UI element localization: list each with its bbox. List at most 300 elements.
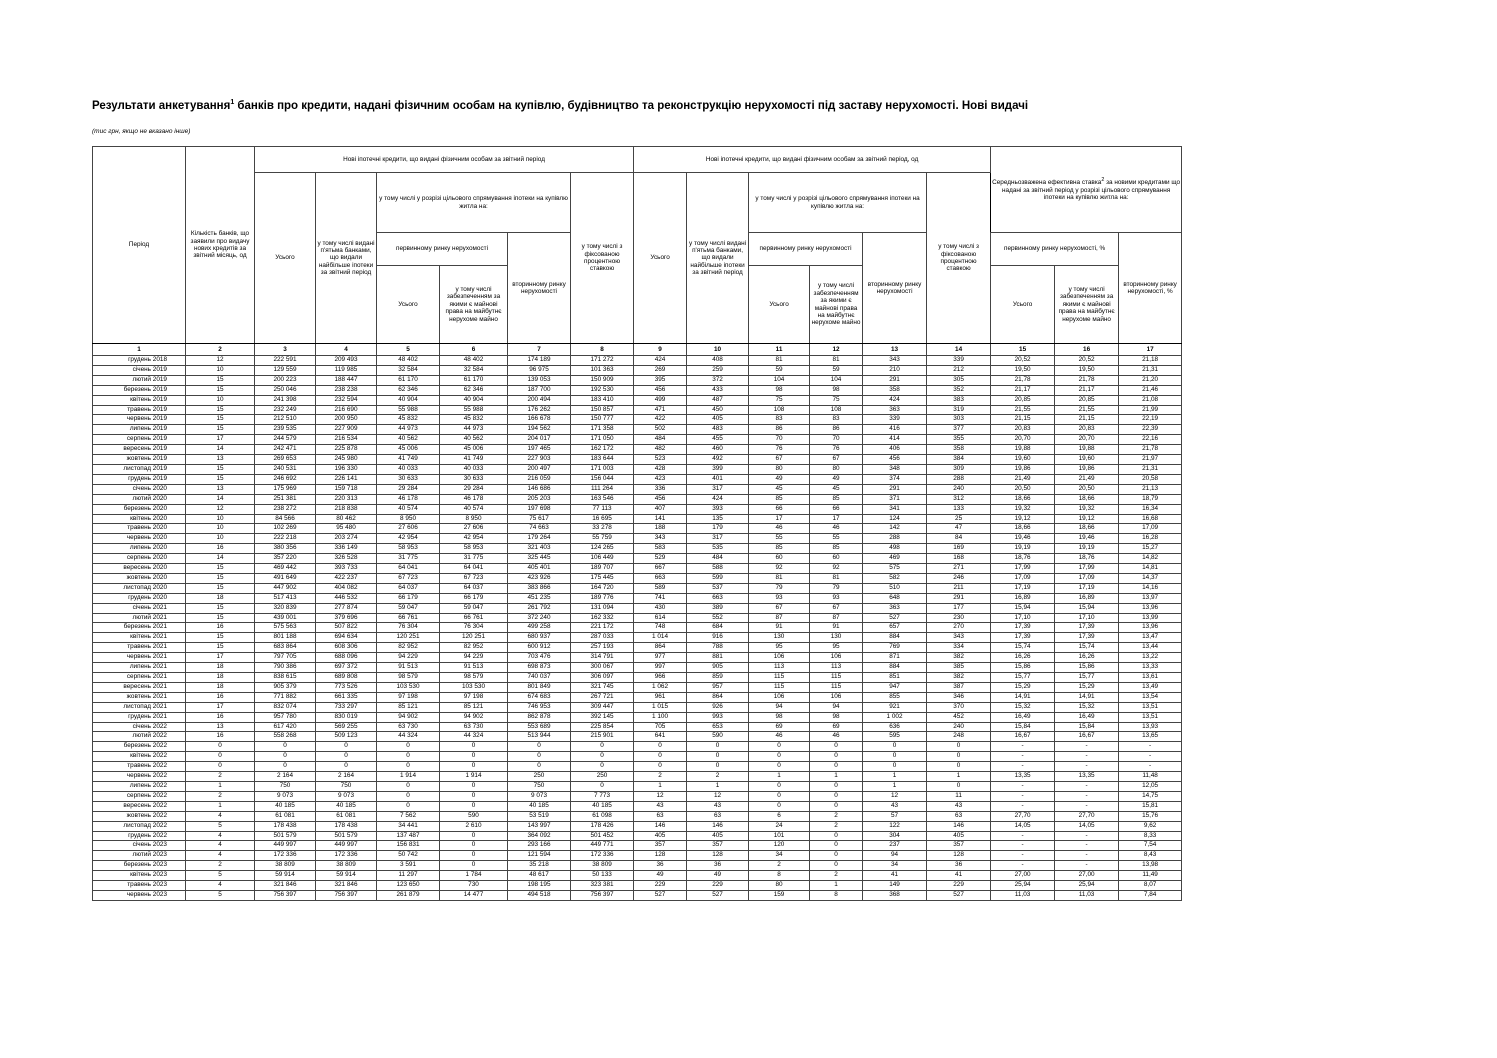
value-cell: 63	[687, 811, 749, 821]
table-row	[93, 425, 1182, 435]
column-number: 12	[810, 344, 863, 356]
period-cell: листопад 2020	[93, 583, 186, 593]
value-cell: 517 413	[255, 593, 316, 603]
value-cell: 405	[927, 831, 991, 841]
header-pledged-count: у тому числі забезпеченням за якими є майнові права на майбутнє нерухоме майно	[810, 266, 863, 344]
value-cell: 80	[749, 464, 810, 474]
period-cell: січень 2023	[93, 841, 186, 851]
table-row	[93, 613, 1182, 623]
value-cell: 22,16	[1119, 435, 1182, 445]
value-cell: 20,50	[1055, 484, 1119, 494]
value-cell: 0	[377, 752, 440, 762]
value-cell: 55 759	[571, 534, 634, 544]
value-cell: 0	[927, 742, 991, 752]
value-cell: 17,10	[1055, 613, 1119, 623]
value-cell: 64 037	[377, 583, 440, 593]
value-cell: 966	[634, 673, 687, 683]
table-row	[93, 375, 1182, 385]
value-cell: 21,20	[1119, 375, 1182, 385]
value-cell: 150 777	[571, 415, 634, 425]
value-cell: 94	[863, 851, 927, 861]
value-cell: 8,43	[1119, 851, 1182, 861]
value-cell: 0	[634, 752, 687, 762]
value-cell: 7 562	[377, 811, 440, 821]
value-cell: 49	[634, 871, 687, 881]
value-cell: 355	[927, 435, 991, 445]
value-cell: 128	[927, 851, 991, 861]
value-cell: 552	[687, 613, 749, 623]
value-cell: 0	[810, 851, 863, 861]
value-cell: 11,03	[1055, 890, 1119, 900]
value-cell: 0	[810, 831, 863, 841]
value-cell: 291	[863, 375, 927, 385]
value-cell: 66 761	[440, 613, 508, 623]
value-cell: 957	[687, 682, 749, 692]
value-cell: 14	[186, 554, 255, 564]
value-cell: 98	[749, 712, 810, 722]
value-cell: 501 452	[571, 831, 634, 841]
table-row	[93, 871, 1182, 881]
value-cell: 11,49	[1119, 871, 1182, 881]
value-cell: 106	[810, 653, 863, 663]
value-cell: 372	[687, 375, 749, 385]
period-cell: травень 2022	[93, 762, 186, 772]
value-cell: 95	[749, 643, 810, 653]
value-cell: 55 988	[377, 405, 440, 415]
value-cell: 321 846	[255, 881, 316, 891]
value-cell: 87	[749, 613, 810, 623]
table-row	[93, 405, 1182, 415]
value-cell: 1 784	[440, 871, 508, 881]
period-cell: березень 2019	[93, 385, 186, 395]
value-cell: 197 698	[508, 504, 571, 514]
value-cell: 0	[749, 781, 810, 791]
value-cell: 8 950	[377, 514, 440, 524]
value-cell: 41	[863, 871, 927, 881]
value-cell: 859	[687, 673, 749, 683]
value-cell: 0	[634, 762, 687, 772]
value-cell: 35 218	[508, 861, 571, 871]
value-cell: 750	[255, 781, 316, 791]
value-cell: 115	[749, 682, 810, 692]
period-cell: жовтень 2020	[93, 573, 186, 583]
value-cell: 393	[687, 504, 749, 514]
value-cell: 7 773	[571, 791, 634, 801]
value-cell: 961	[634, 692, 687, 702]
table-row	[93, 732, 1182, 742]
value-cell: -	[991, 861, 1055, 871]
value-cell: 430	[634, 603, 687, 613]
value-cell: 216 690	[316, 405, 377, 415]
value-cell: 0	[440, 742, 508, 752]
value-cell: 38 809	[571, 861, 634, 871]
value-cell: 101	[749, 831, 810, 841]
value-cell: 115	[810, 682, 863, 692]
value-cell: 31 775	[377, 554, 440, 564]
value-cell: 0	[863, 742, 927, 752]
value-cell: 447 902	[255, 583, 316, 593]
value-cell: 16,28	[1119, 534, 1182, 544]
value-cell: 661 335	[316, 692, 377, 702]
value-cell: 21,17	[991, 385, 1055, 395]
value-cell: 146 686	[508, 484, 571, 494]
value-cell: 529	[634, 554, 687, 564]
table-row	[93, 702, 1182, 712]
value-cell: 4	[186, 881, 255, 891]
value-cell: -	[991, 762, 1055, 772]
value-cell: 392 145	[571, 712, 634, 722]
value-cell: 94 229	[377, 653, 440, 663]
value-cell: -	[1055, 831, 1119, 841]
value-cell: 12	[186, 504, 255, 514]
value-cell: 150 909	[571, 375, 634, 385]
value-cell: 204 017	[508, 435, 571, 445]
value-cell: 4	[186, 831, 255, 841]
value-cell: 0	[508, 762, 571, 772]
value-cell: 15,29	[991, 682, 1055, 692]
value-cell: 20,83	[1055, 425, 1119, 435]
value-cell: 0	[810, 841, 863, 851]
value-cell: 0	[508, 742, 571, 752]
value-cell: 15,32	[1055, 702, 1119, 712]
value-cell: 387	[927, 682, 991, 692]
header-primary-total-count: Усього	[749, 266, 810, 344]
value-cell: -	[991, 831, 1055, 841]
value-cell: 48 402	[377, 356, 440, 366]
value-cell: 527	[863, 613, 927, 623]
value-cell: 70	[810, 435, 863, 445]
value-cell: -	[1055, 791, 1119, 801]
value-cell: 14	[186, 494, 255, 504]
table-row	[93, 831, 1182, 841]
value-cell: 230	[927, 613, 991, 623]
value-cell: 36	[927, 861, 991, 871]
table-row	[93, 653, 1182, 663]
value-cell: 1	[810, 881, 863, 891]
value-cell: 34	[863, 861, 927, 871]
period-cell: квітень 2021	[93, 633, 186, 643]
value-cell: 380 356	[255, 544, 316, 554]
value-cell: 146	[927, 821, 991, 831]
value-cell: 705	[634, 722, 687, 732]
value-cell: 18,66	[1055, 524, 1119, 534]
value-cell: 94 229	[440, 653, 508, 663]
value-cell: 44 973	[377, 425, 440, 435]
value-cell: 49	[687, 871, 749, 881]
column-number: 14	[927, 344, 991, 356]
value-cell: 2	[186, 791, 255, 801]
value-cell: 41 749	[440, 455, 508, 465]
value-cell: -	[1055, 742, 1119, 752]
period-cell: лютий 2020	[93, 494, 186, 504]
value-cell: 15	[186, 474, 255, 484]
header-total-amount: Усього	[255, 173, 316, 344]
period-cell: серпень 2020	[93, 554, 186, 564]
value-cell: 86	[749, 425, 810, 435]
value-cell: 80	[749, 881, 810, 891]
period-cell: грудень 2020	[93, 593, 186, 603]
value-cell: 40 904	[377, 395, 440, 405]
value-cell: 16	[186, 692, 255, 702]
value-cell: 16,89	[991, 593, 1055, 603]
header-period: Період	[93, 147, 186, 344]
value-cell: 111 264	[571, 484, 634, 494]
value-cell: 15	[186, 405, 255, 415]
value-cell: 13,93	[1119, 722, 1182, 732]
mortgage-survey-table	[92, 146, 1182, 901]
value-cell: 83	[810, 415, 863, 425]
value-cell: 49	[749, 474, 810, 484]
value-cell: 40 033	[377, 464, 440, 474]
table-row	[93, 663, 1182, 673]
value-cell: 374	[863, 474, 927, 484]
value-cell: 76 304	[377, 623, 440, 633]
value-cell: 67	[749, 455, 810, 465]
value-cell: 19,46	[991, 534, 1055, 544]
value-cell: 27,70	[991, 811, 1055, 821]
value-cell: 64 041	[440, 564, 508, 574]
value-cell: 10	[186, 395, 255, 405]
value-cell: 385	[927, 663, 991, 673]
table-row	[93, 772, 1182, 782]
header-fixed-count: у тому числі з фіксованою процентною ставкою	[927, 173, 991, 344]
value-cell: 80 462	[316, 514, 377, 524]
value-cell: 15,74	[991, 643, 1055, 653]
value-cell: 2 164	[255, 772, 316, 782]
value-cell: 406	[863, 445, 927, 455]
value-cell: 569 255	[316, 722, 377, 732]
value-cell: 17,09	[1119, 524, 1182, 534]
value-cell: 0	[927, 762, 991, 772]
value-cell: 124	[863, 514, 927, 524]
value-cell: 527	[927, 890, 991, 900]
value-cell: 222 591	[255, 356, 316, 366]
value-cell: 667	[634, 564, 687, 574]
table-row	[93, 365, 1182, 375]
value-cell: 83	[749, 415, 810, 425]
value-cell: 379 696	[316, 613, 377, 623]
value-cell: 45	[810, 484, 863, 494]
value-cell: 657	[863, 623, 927, 633]
table-row	[93, 573, 1182, 583]
value-cell: 336	[634, 484, 687, 494]
value-cell: 0	[440, 841, 508, 851]
value-cell: 121 594	[508, 851, 571, 861]
value-cell: 200 494	[508, 395, 571, 405]
period-cell: березень 2022	[93, 742, 186, 752]
value-cell: 59 914	[255, 871, 316, 881]
value-cell: 240	[927, 722, 991, 732]
value-cell: 59	[749, 365, 810, 375]
table-row	[93, 484, 1182, 494]
value-cell: 40 185	[571, 801, 634, 811]
value-cell: 16,49	[991, 712, 1055, 722]
value-cell: 0	[440, 801, 508, 811]
value-cell: 163 546	[571, 494, 634, 504]
value-cell: 15	[186, 464, 255, 474]
value-cell: 81	[810, 356, 863, 366]
value-cell: 1	[687, 781, 749, 791]
value-cell: 788	[687, 643, 749, 653]
value-cell: 12	[186, 356, 255, 366]
value-cell: 582	[863, 573, 927, 583]
value-cell: 15,94	[1055, 603, 1119, 613]
value-cell: 229	[634, 881, 687, 891]
value-cell: 993	[687, 712, 749, 722]
value-cell: 309 447	[571, 702, 634, 712]
value-cell: 222 218	[255, 534, 316, 544]
value-cell: 1	[863, 781, 927, 791]
value-cell: 66	[810, 504, 863, 514]
value-cell: 146	[687, 821, 749, 831]
value-cell: -	[1055, 861, 1119, 871]
value-cell: 674 683	[508, 692, 571, 702]
value-cell: 0	[186, 762, 255, 772]
value-cell: 159 718	[316, 484, 377, 494]
value-cell: 21,15	[991, 415, 1055, 425]
value-cell: 832 074	[255, 702, 316, 712]
period-cell: березень 2023	[93, 861, 186, 871]
value-cell: 382	[927, 673, 991, 683]
value-cell: 871	[863, 653, 927, 663]
value-cell: 2	[687, 772, 749, 782]
value-cell: 225 854	[571, 722, 634, 732]
table-row	[93, 791, 1182, 801]
value-cell: 446 532	[316, 593, 377, 603]
value-cell: -	[1055, 752, 1119, 762]
value-cell: 683 864	[255, 643, 316, 653]
value-cell: 15	[186, 564, 255, 574]
value-cell: 30 633	[377, 474, 440, 484]
value-cell: 174 189	[508, 356, 571, 366]
period-cell: січень 2021	[93, 603, 186, 613]
value-cell: 16 695	[571, 514, 634, 524]
value-cell: 250	[508, 772, 571, 782]
value-cell: 166 678	[508, 415, 571, 425]
value-cell: 143 997	[508, 821, 571, 831]
table-row	[93, 524, 1182, 534]
value-cell: 575 563	[255, 623, 316, 633]
value-cell: 15	[186, 633, 255, 643]
value-cell: 17,09	[991, 573, 1055, 583]
value-cell: 383 866	[508, 583, 571, 593]
value-cell: 63 730	[377, 722, 440, 732]
value-cell: 227 909	[316, 425, 377, 435]
value-cell: 40 185	[508, 801, 571, 811]
value-cell: 36	[687, 861, 749, 871]
value-cell: 9 073	[508, 791, 571, 801]
value-cell: 50 133	[571, 871, 634, 881]
value-cell: 405	[634, 831, 687, 841]
value-cell: 471	[634, 405, 687, 415]
value-cell: 63 730	[440, 722, 508, 732]
value-cell: 194 562	[508, 425, 571, 435]
value-cell: 237	[863, 841, 927, 851]
value-cell: 492	[687, 455, 749, 465]
value-cell: -	[1119, 752, 1182, 762]
value-cell: 501 579	[316, 831, 377, 841]
period-cell: вересень 2020	[93, 564, 186, 574]
value-cell: 69	[749, 722, 810, 732]
value-cell: 34	[749, 851, 810, 861]
period-cell: листопад 2019	[93, 464, 186, 474]
value-cell: 0	[687, 762, 749, 772]
value-cell: 1	[863, 772, 927, 782]
value-cell: 346	[927, 692, 991, 702]
value-cell: 44 324	[440, 732, 508, 742]
value-cell: 49	[810, 474, 863, 484]
value-cell: 246	[927, 573, 991, 583]
column-number: 10	[687, 344, 749, 356]
value-cell: 304	[863, 831, 927, 841]
value-cell: 44 324	[377, 732, 440, 742]
value-cell: 156 044	[571, 474, 634, 484]
period-cell: квітень 2023	[93, 871, 186, 881]
value-cell: 15	[186, 425, 255, 435]
value-cell: 192 530	[571, 385, 634, 395]
column-number: 8	[571, 344, 634, 356]
value-cell: 48 402	[440, 356, 508, 366]
value-cell: 177	[927, 603, 991, 613]
value-cell: 205 203	[508, 494, 571, 504]
value-cell: 94 902	[377, 712, 440, 722]
value-cell: 10	[186, 534, 255, 544]
value-cell: 15,77	[991, 673, 1055, 683]
value-cell: 21,17	[1055, 385, 1119, 395]
value-cell: 113	[810, 663, 863, 673]
value-cell: 371	[863, 494, 927, 504]
value-cell: 33 278	[571, 524, 634, 534]
value-cell: 225 878	[316, 445, 377, 455]
value-cell: 267 721	[571, 692, 634, 702]
value-cell: 926	[687, 702, 749, 712]
value-cell: 150 857	[571, 405, 634, 415]
value-cell: 45 832	[440, 415, 508, 425]
value-cell: 358	[927, 445, 991, 455]
value-cell: 16,89	[1055, 593, 1119, 603]
value-cell: 916	[687, 633, 749, 643]
column-number: 15	[991, 344, 1055, 356]
value-cell: 21,15	[1055, 415, 1119, 425]
value-cell: 830 019	[316, 712, 377, 722]
value-cell: 171 050	[571, 435, 634, 445]
period-cell: вересень 2019	[93, 445, 186, 455]
value-cell: 46	[810, 524, 863, 534]
value-cell: 977	[634, 653, 687, 663]
value-cell: 590	[687, 732, 749, 742]
header-secondary-count: вторинному ринку нерухомості	[863, 233, 927, 344]
value-cell: 61 098	[571, 811, 634, 821]
value-cell: 97 198	[377, 692, 440, 702]
value-cell: 27,00	[1055, 871, 1119, 881]
value-cell: 15,86	[991, 663, 1055, 673]
value-cell: 414	[863, 435, 927, 445]
value-cell: 321 846	[316, 881, 377, 891]
period-cell: липень 2022	[93, 781, 186, 791]
value-cell: 216 059	[508, 474, 571, 484]
value-cell: 0	[810, 791, 863, 801]
value-cell: 21,13	[1119, 484, 1182, 494]
value-cell: 239 535	[255, 425, 316, 435]
value-cell: 215 901	[571, 732, 634, 742]
value-cell: 189 776	[571, 593, 634, 603]
value-cell: 0	[440, 831, 508, 841]
value-cell: 17,39	[1055, 633, 1119, 643]
value-cell: 510	[863, 583, 927, 593]
value-cell: 119 985	[316, 365, 377, 375]
value-cell: 93	[749, 593, 810, 603]
value-cell: 8	[749, 871, 810, 881]
